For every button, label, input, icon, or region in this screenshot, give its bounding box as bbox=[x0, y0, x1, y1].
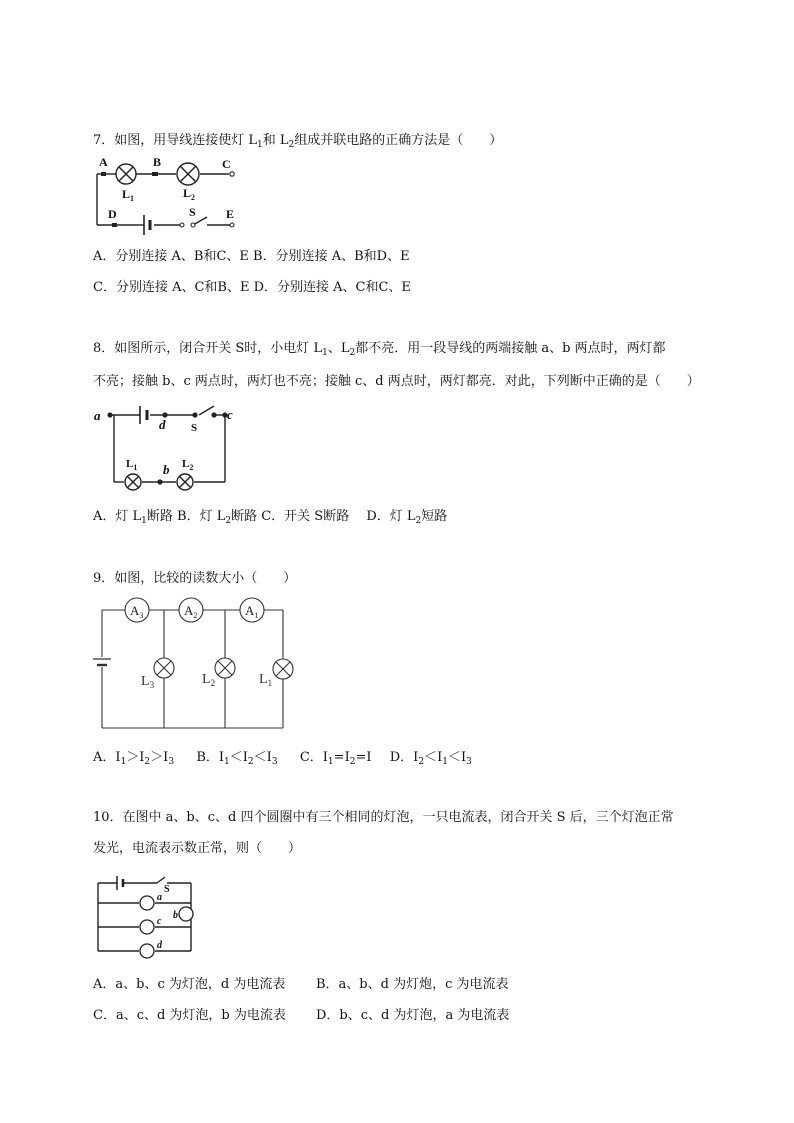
ammeter-a3-icon bbox=[125, 598, 149, 622]
q8-label-s: S bbox=[191, 422, 198, 434]
q7-label-a: A bbox=[99, 155, 108, 169]
q8-stem-line1: 8．如图所示，闭合开关 S时，小电灯 $L_1$、$L_2$都不亮．用一段导线的两端接触 a、b 两点时，两灯都 bbox=[93, 341, 666, 358]
q7-label-l2: $L_2$ bbox=[183, 186, 196, 202]
q8-stem-line2: 不亮；接触 b、c 两点时，两灯也不亮；接触 c、d 两点时，两灯都亮．对此，下列断中正确的是（ ） bbox=[93, 374, 700, 389]
circle-c-icon bbox=[140, 920, 154, 934]
circle-b-icon bbox=[179, 907, 193, 921]
q10-option-b: B．a、b、d 为灯炮，c 为电流表 bbox=[316, 977, 509, 992]
ammeter-a2-icon bbox=[179, 598, 203, 622]
q10-stem-line1: 10．在图中 a、b、c、d 四个圆圈中有三个相同的灯泡，一只电流表，闭合开关 S 后，三个灯泡正常 bbox=[93, 810, 674, 825]
q7-circuit-figure bbox=[92, 155, 242, 235]
lamp-l2-icon bbox=[215, 658, 235, 678]
q10-option-d: D．b、c、d 为灯泡，a 为电流表 bbox=[316, 1008, 510, 1023]
q8-label-l2: $L_2$ bbox=[182, 458, 194, 472]
q9-option-a: A．$I_1>I_2>I_3$ bbox=[93, 750, 175, 767]
svg-text:A3: $A_3$ bbox=[130, 603, 144, 620]
q8-label-c: c bbox=[227, 407, 233, 422]
q7-label-c: C bbox=[222, 157, 231, 171]
q10-stem-line2: 发光，电流表示数正常，则（ ） bbox=[93, 841, 302, 856]
q10-option-a: A．a、b、c 为灯泡，d 为电流表 bbox=[93, 977, 286, 992]
q8-options: A．灯 $L_1$断路 B．灯 $L_2$断路 C．开关 S断路 D．灯 $L_2$短路 bbox=[93, 509, 448, 526]
q9-option-c: C．$I_1=I_2=I$ bbox=[299, 750, 372, 767]
q8-label-d: d bbox=[159, 417, 166, 432]
q8-label-l1: $L_1$ bbox=[126, 458, 138, 472]
q7-options-row1: A．分别连接 A、B和C、E B．分别连接 A、B和D、E bbox=[93, 249, 410, 264]
circle-a-icon bbox=[140, 896, 154, 910]
q9-label-l3: $L_3$ bbox=[141, 674, 155, 690]
q8-label-b: b bbox=[163, 462, 170, 477]
q9-stem: 9．如图，比较的读数大小（ ） bbox=[93, 571, 297, 586]
q8-circuit-figure bbox=[92, 400, 242, 495]
q7-label-s: S bbox=[189, 205, 196, 219]
circle-d-icon bbox=[140, 944, 154, 958]
q10-label-c: c bbox=[157, 916, 162, 927]
lamp-l1-icon bbox=[273, 659, 293, 679]
svg-text:A2: $A_2$ bbox=[184, 603, 198, 620]
q10-label-d: d bbox=[157, 940, 162, 951]
q9-options bbox=[93, 750, 472, 766]
q9-label-l2: $L_2$ bbox=[202, 672, 216, 688]
q10-label-s: S bbox=[164, 884, 170, 895]
lamp-l1-icon bbox=[125, 474, 141, 490]
q10-option-c: C．a、c、d 为灯泡，b 为电流表 bbox=[93, 1008, 286, 1023]
lamp-l3-icon bbox=[154, 658, 174, 678]
svg-text:A1: $A_1$ bbox=[245, 603, 259, 620]
lamp-l2-icon bbox=[177, 474, 193, 490]
q7-label-l1: $L_1$ bbox=[122, 187, 135, 203]
q7-label-d: D bbox=[108, 207, 117, 221]
ammeter-a1-icon bbox=[240, 598, 264, 622]
q7-label-e: E bbox=[226, 207, 235, 221]
lamp-l2-icon bbox=[177, 163, 199, 185]
q7-options-row2: C．分别连接 A、C和B、E D．分别连接 A、C和C、E bbox=[93, 280, 411, 295]
q10-circuit-figure bbox=[95, 873, 205, 958]
q9-label-l1: $L_1$ bbox=[259, 672, 273, 688]
q10-label-a: a bbox=[157, 892, 162, 903]
q7-stem: 7．如图，用导线连接使灯 $L_1$和 $L_2$组成并联电路的正确方法是（ ） bbox=[93, 133, 503, 150]
q8-label-a: a bbox=[94, 408, 101, 423]
q10-label-b: b bbox=[173, 910, 178, 921]
q9-option-b: B．$I_1<I_2<I_3$ bbox=[196, 750, 278, 767]
lamp-l1-icon bbox=[116, 164, 136, 184]
q9-option-d: D．$I_2<I_1<I_3$ bbox=[389, 750, 472, 767]
q9-circuit-figure bbox=[97, 594, 297, 734]
q7-label-b: B bbox=[153, 155, 162, 169]
